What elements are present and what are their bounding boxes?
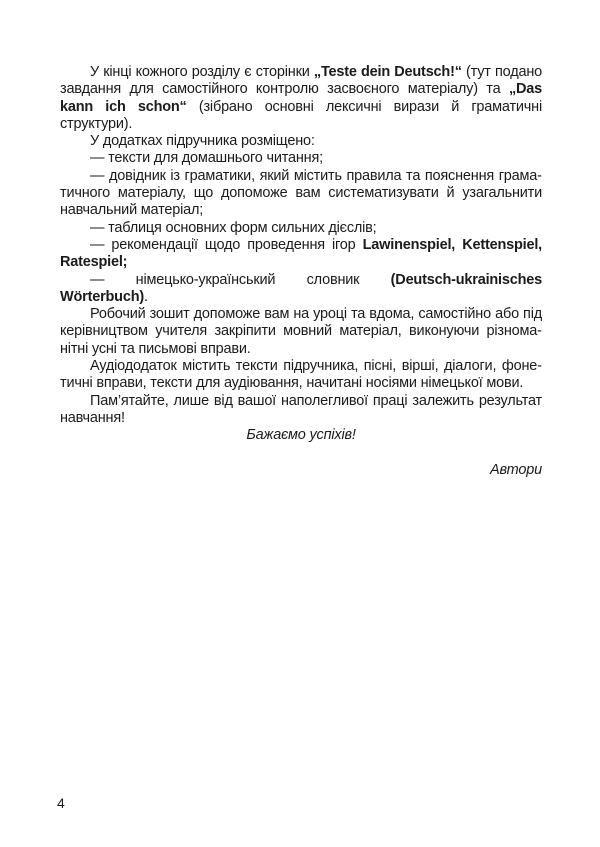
bold-text-run: „Teste dein Deutsch!“ [313, 64, 462, 80]
bold-text-run: Lawinenspiel, Kettenspiel, Ratespiel; [60, 236, 543, 271]
remember-paragraph [60, 393, 542, 428]
text-run: — тексти для домашнього читання; [90, 150, 323, 167]
workbook-paragraph [60, 306, 542, 358]
wish-line [60, 427, 542, 444]
list-item-home-reading [60, 150, 542, 167]
text-run: У додатках підручника розміщено: [90, 133, 315, 150]
text-run: — німецько-український словник [90, 271, 391, 288]
appendix-intro-paragraph [60, 133, 542, 150]
page-number: 4 [57, 795, 65, 811]
text-run: (зібрано основні лексичні вирази й граматичні структури). [60, 98, 542, 132]
authors-line [60, 462, 542, 479]
text-run: Бажаємо успіхів! [246, 427, 356, 444]
text-run: (тут подано завдання для самостійного контролю засвоєного матеріалу) та [60, 64, 542, 98]
audio-supplement-paragraph [60, 358, 542, 393]
list-item-dictionary [60, 272, 542, 307]
page-content [60, 64, 542, 479]
text-run: Робочий зошит допоможе вам на уроці та вдома, самостійно або під керівництвом учителя закріпити мовний матеріал, виконуючи різноманітні усні та письмові вправи. [60, 306, 542, 357]
text-run: Автори [490, 461, 542, 478]
text-run: — довідник із граматики, який містить правила та пояснення граматичного матеріалу, що допоможе вам систематизувати й узагальнити навчальний матеріал; [60, 167, 542, 219]
bold-text-run: „Das kann ich schon“ [60, 81, 542, 115]
text-run: Аудіододаток містить тексти підручника, пісні, вірші, діалоги, фонетичні вправи, тексти для аудіювання, начитані носіями німецької мови. [60, 358, 542, 392]
list-item-strong-verbs [60, 220, 542, 237]
list-item-grammar-guide [60, 168, 542, 220]
bold-text-run: (Deutsch-ukrainisches Wörterbuch) [60, 271, 542, 305]
list-item-games [60, 237, 542, 272]
text-run: . [144, 288, 148, 305]
text-run: Пам’ятайте, лише від вашої наполегливої праці залежить результат навчання! [60, 392, 542, 426]
text-run: — рекомендації щодо проведення ігор [90, 236, 363, 253]
intro-sections-paragraph [60, 64, 542, 133]
text-run: — таблиця основних форм сильних дієслів; [90, 219, 377, 236]
text-run: У кінці кожного розділу є сторінки [90, 64, 314, 80]
